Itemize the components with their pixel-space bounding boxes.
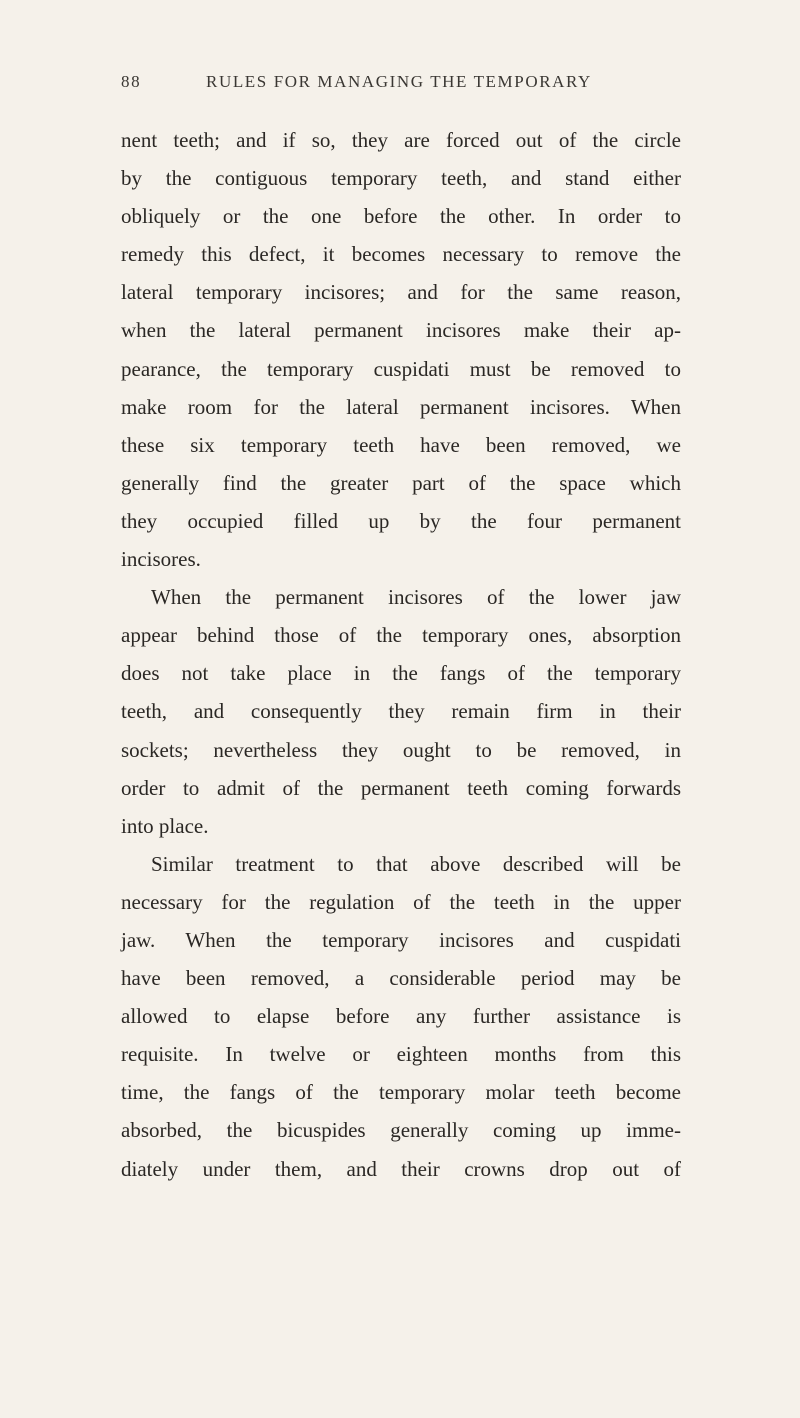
text-line: teeth, and consequently they remain firm in their — [121, 699, 681, 724]
paragraph-start-line: Similar treatment to that above described will be — [151, 851, 681, 876]
text-line: obliquely or the one before the other. In order to — [121, 204, 681, 229]
text-line: they occupied filled up by the four permanent — [121, 508, 681, 533]
running-head — [121, 72, 681, 102]
text-line: generally find the greater part of the space which — [121, 470, 681, 495]
text-line: appear behind those of the temporary ones, absorption — [121, 623, 681, 648]
text-line: remedy this defect, it becomes necessary to remove the — [121, 242, 681, 267]
paragraph-end-line: incisores. — [121, 547, 201, 572]
text-line: when the lateral permanent incisores make their ap- — [121, 318, 681, 343]
text-line: absorbed, the bicuspides generally coming up imme- — [121, 1118, 681, 1143]
paragraph-end-line: into place. — [121, 813, 209, 838]
text-line: necessary for the regulation of the teeth in the upper — [121, 889, 681, 914]
text-line: diately under them, and their crowns drop out of — [121, 1156, 681, 1181]
paragraph-start-line: When the permanent incisores of the lower jaw — [151, 585, 681, 610]
text-line: have been removed, a considerable period may be — [121, 966, 681, 991]
text-line: make room for the lateral permanent incisores. When — [121, 394, 681, 419]
text-line: sockets; nevertheless they ought to be removed, in — [121, 737, 681, 762]
text-line: by the contiguous temporary teeth, and stand either — [121, 166, 681, 191]
text-line: jaw. When the temporary incisores and cuspidati — [121, 927, 681, 952]
body-text — [121, 121, 681, 1188]
text-line: lateral temporary incisores; and for the same reason, — [121, 280, 681, 305]
text-line: requisite. In twelve or eighteen months from this — [121, 1042, 681, 1067]
text-line: time, the fangs of the temporary molar teeth become — [121, 1080, 681, 1105]
text-line: order to admit of the permanent teeth coming forwards — [121, 775, 681, 800]
text-line: allowed to elapse before any further assistance is — [121, 1004, 681, 1029]
text-line: does not take place in the fangs of the temporary — [121, 661, 681, 686]
running-title: RULES FOR MANAGING THE TEMPORARY — [206, 72, 592, 91]
text-line: these six temporary teeth have been removed, we — [121, 432, 681, 457]
page-number: 88 — [121, 72, 142, 91]
text-line: pearance, the temporary cuspidati must be removed to — [121, 356, 681, 381]
text-line: nent teeth; and if so, they are forced out of the circle — [121, 128, 681, 152]
